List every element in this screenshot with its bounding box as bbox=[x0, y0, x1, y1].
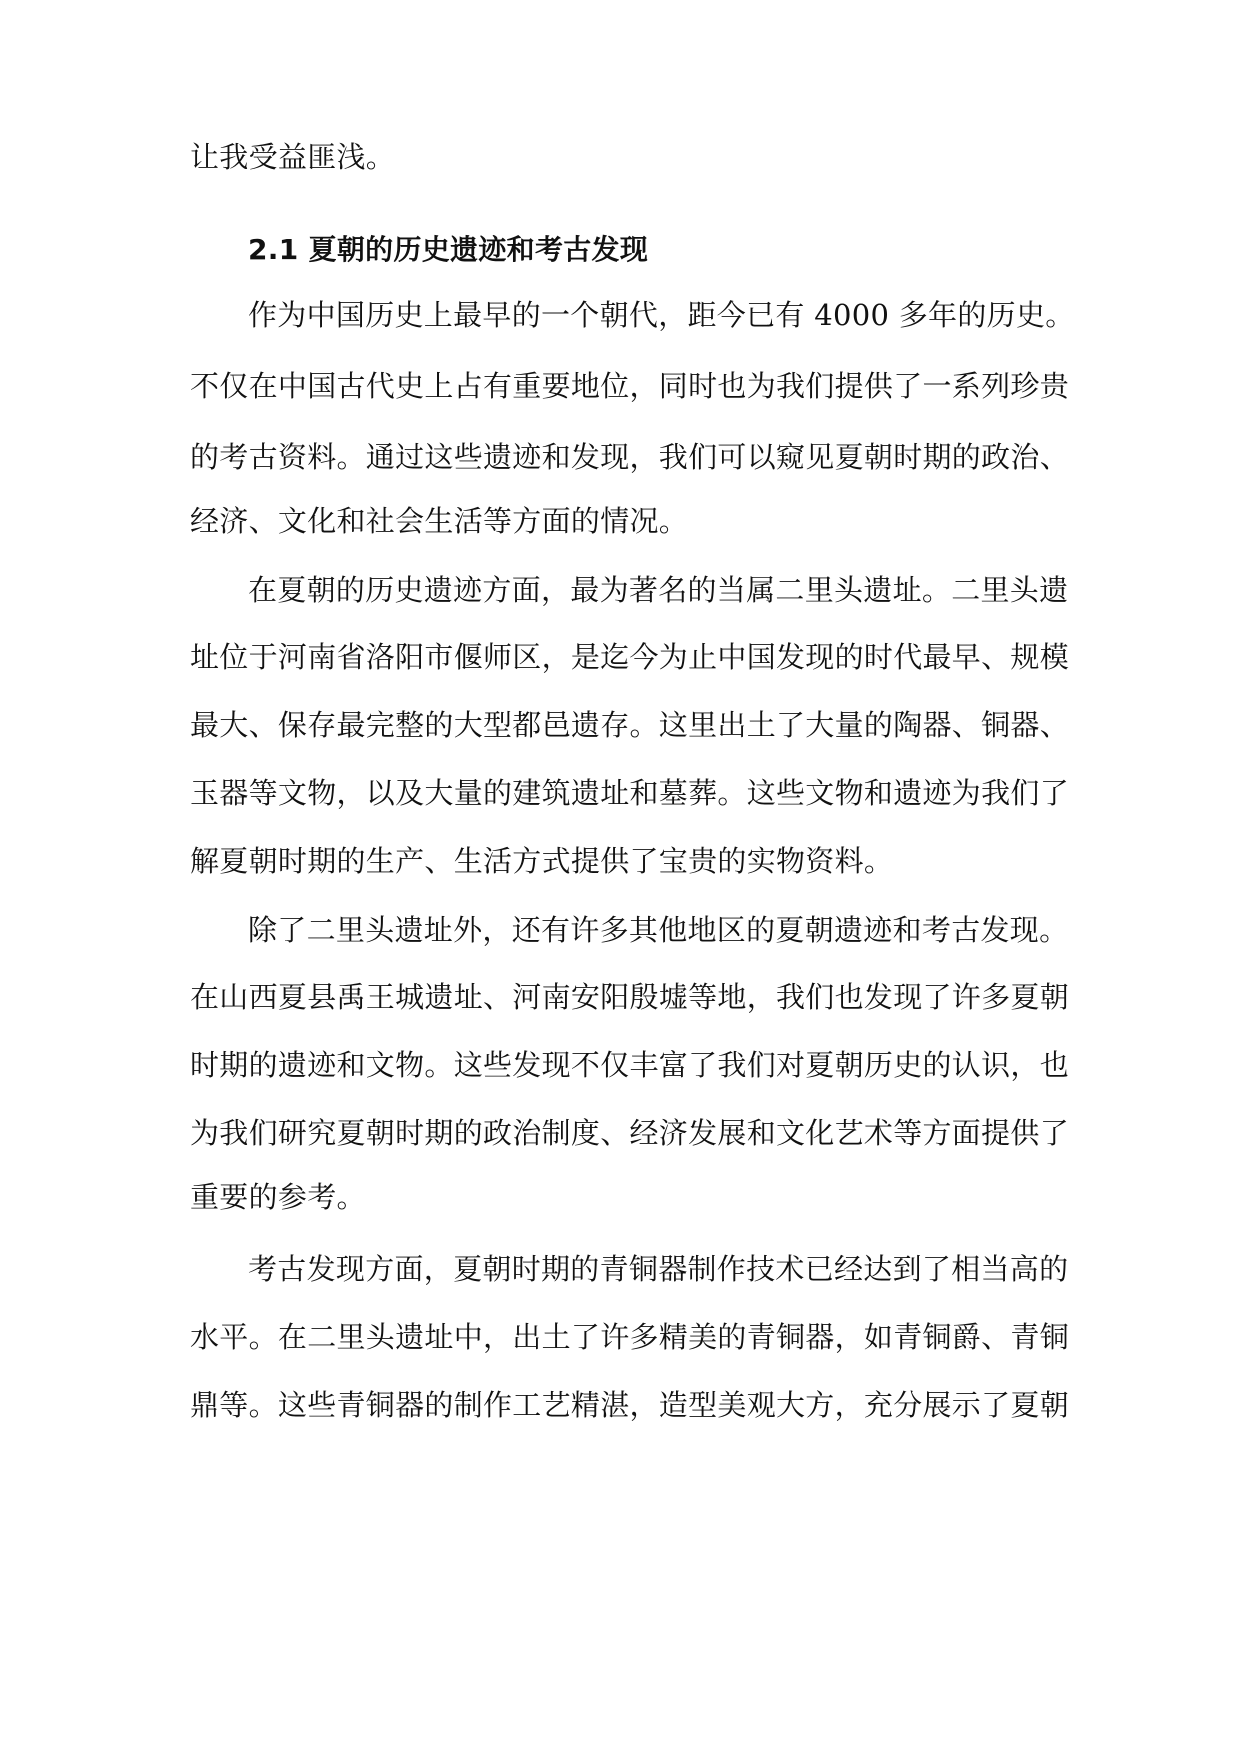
paragraph-4-line-3: 鼎等。这些青铜器的制作工艺精湛，造型美观大方，充分展示了夏朝 bbox=[190, 1388, 1070, 1422]
paragraph-3-line-5: 重要的参考。 bbox=[190, 1180, 366, 1214]
paragraph-2-line-3: 最大、保存最完整的大型都邑遗存。这里出土了大量的陶器、铜器、 bbox=[190, 708, 1070, 742]
paragraph-1-line-2: 不仅在中国古代史上占有重要地位，同时也为我们提供了一系列珍贵 bbox=[190, 369, 1070, 403]
paragraph-4-line-1: 考古发现方面，夏朝时期的青铜器制作技术已经达到了相当高的 bbox=[248, 1252, 1069, 1286]
paragraph-2-line-2: 址位于河南省洛阳市偃师区，是迄今为止中国发现的时代最早、规模 bbox=[190, 640, 1070, 674]
section-heading: 2.1 夏朝的历史遗迹和考古发现 bbox=[248, 233, 649, 266]
paragraph-3-line-3: 时期的遗迹和文物。这些发现不仅丰富了我们对夏朝历史的认识，也 bbox=[190, 1048, 1070, 1082]
paragraph-2-line-4: 玉器等文物，以及大量的建筑遗址和墓葬。这些文物和遗迹为我们了 bbox=[190, 776, 1070, 810]
paragraph-3-line-2: 在山西夏县禹王城遗址、河南安阳殷墟等地，我们也发现了许多夏朝 bbox=[190, 980, 1070, 1014]
paragraph-3-line-4: 为我们研究夏朝时期的政治制度、经济发展和文化艺术等方面提供了 bbox=[190, 1116, 1070, 1150]
paragraph-3-line-1: 除了二里头遗址外，还有许多其他地区的夏朝遗迹和考古发现。 bbox=[248, 913, 1069, 947]
paragraph-1-line-4: 经济、文化和社会生活等方面的情况。 bbox=[190, 504, 689, 538]
paragraph-1-line-3: 的考古资料。通过这些遗迹和发现，我们可以窥见夏朝时期的政治、 bbox=[190, 440, 1070, 474]
paragraph-4-line-2: 水平。在二里头遗址中，出土了许多精美的青铜器，如青铜爵、青铜 bbox=[190, 1320, 1070, 1354]
paragraph-2-line-5: 解夏朝时期的生产、生活方式提供了宝贵的实物资料。 bbox=[190, 844, 894, 878]
paragraph-1-line-1: 作为中国历史上最早的一个朝代，距今已有 4000 多年的历史。 bbox=[248, 298, 1075, 332]
paragraph-2-line-1: 在夏朝的历史遗迹方面，最为著名的当属二里头遗址。二里头遗 bbox=[248, 573, 1069, 607]
carryover-text-line: 让我受益匪浅。 bbox=[190, 140, 396, 174]
